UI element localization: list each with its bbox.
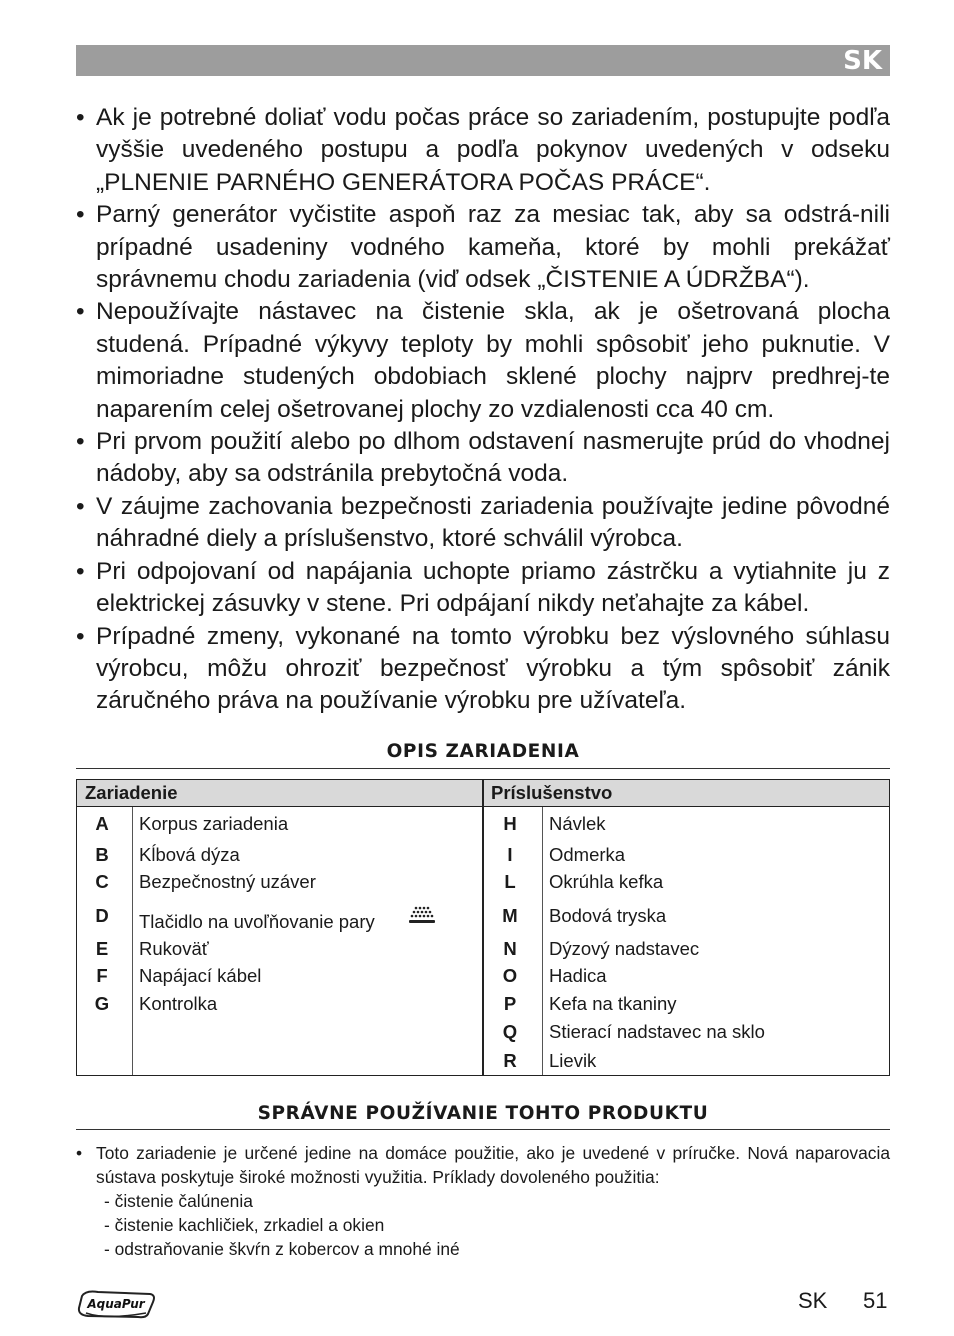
item-name: Okrúhla kefka xyxy=(549,871,664,892)
section-divider xyxy=(76,1129,890,1130)
item-letter: N xyxy=(503,938,517,959)
item-name: Kefa na tkaniny xyxy=(549,993,677,1014)
item-letter: M xyxy=(502,905,518,926)
item-name: Tlačidlo na uvoľňovanie pary xyxy=(139,911,375,932)
item-letter: H xyxy=(503,813,517,834)
item-letter: A xyxy=(95,813,109,834)
language-code: SK xyxy=(843,46,882,76)
column-divider xyxy=(482,780,484,1075)
safety-bullet: • Parný generátor vyčistite aspoň raz za mesiac tak, aby sa odstrá-nili prípadné usadeniny vodného kameňa, ktoré by mohli prekážať správnemu chodu zariadenia (viď odsek „ČISTENIE A ÚDRŽBA“). xyxy=(76,199,890,296)
safety-bullet: • Pri prvom použití alebo po dlhom odstavení nasmerujte prúd do vhodnej nádoby, aby sa odstránila prebytočná voda. xyxy=(76,426,890,491)
item-letter: F xyxy=(96,965,108,986)
item-letter: B xyxy=(95,844,109,865)
item-name: Kĺbová dýza xyxy=(139,844,240,865)
item-letter: P xyxy=(503,993,517,1014)
safety-bullet: • Ak je potrebné doliať vodu počas práce so zariadením, postupujte podľa vyššie uvedeného postupu a podľa pokynov uvedených v odseku „PLNENIE PARNÉHO GENERÁTORA POČAS PRÁCE“. xyxy=(76,102,890,199)
usage-example: - čistenie kachličiek, zrkadiel a okien xyxy=(104,1215,385,1235)
item-name: Odmerka xyxy=(549,844,626,865)
item-name: Bodová tryska xyxy=(549,905,667,926)
item-letter: G xyxy=(94,993,110,1014)
letter-column-divider xyxy=(542,807,543,1075)
item-name: Rukoväť xyxy=(139,938,209,959)
page-number: 51 xyxy=(863,1288,888,1313)
item-name: Hadica xyxy=(549,965,607,986)
safety-bullet: • Pri odpojovaní od napájania uchopte priamo zástrčku a vytiahnite ju z elektrickej zásuvky v stene. Pri odpájaní nikdy neťahajte za kábel. xyxy=(76,556,890,621)
item-name: Dýzový nadstavec xyxy=(549,938,700,959)
item-name: Napájací kábel xyxy=(139,965,262,986)
footer-language: SK xyxy=(798,1288,828,1313)
item-name: Bezpečnostný uzáver xyxy=(139,871,316,892)
usage-title: SPRÁVNE POUŽÍVANIE TOHTO PRODUKTU xyxy=(257,1103,709,1124)
usage-example: - čistenie čalúnenia xyxy=(104,1191,253,1211)
item-letter: R xyxy=(503,1050,517,1071)
safety-instructions-list xyxy=(76,102,890,718)
parts-table xyxy=(76,779,890,1076)
section-divider xyxy=(76,768,890,769)
accessories-column-header: Príslušenstvo xyxy=(491,782,613,803)
item-name: Lievik xyxy=(549,1050,597,1071)
item-name: Návlek xyxy=(549,813,606,834)
item-letter: E xyxy=(95,938,109,959)
description-title: OPIS ZARIADENIA xyxy=(386,741,580,762)
steam-icon xyxy=(407,905,437,925)
item-name: Korpus zariadenia xyxy=(139,813,289,834)
item-letter: L xyxy=(504,871,516,892)
item-letter: C xyxy=(95,871,109,892)
item-name: Stierací nadstavec na sklo xyxy=(549,1021,765,1042)
language-header-bar xyxy=(76,45,890,76)
svg-text:AquaPur: AquaPur xyxy=(87,1297,145,1311)
letter-column-divider xyxy=(132,807,133,1075)
safety-bullet: • Nepoužívajte nástavec na čistenie skla, ak je ošetrovaná plocha studená. Prípadné výkyvy teploty by mohli spôsobiť jeho puknutie. V mimoriadne studených obdobiach sklené plochy najprv predhrej-te naparením celej ošetrovanej plochy zo vzdialenosti cca 40 cm. xyxy=(76,296,890,426)
item-letter: Q xyxy=(502,1021,518,1042)
usage-example: - odstraňovanie škvŕn z kobercov a mnohé iné xyxy=(104,1239,460,1259)
device-column-header: Zariadenie xyxy=(85,782,178,803)
item-letter: D xyxy=(95,905,109,926)
usage-bullet: • Toto zariadenie je určené jedine na domáce použitie, ako je uvedené v príručke. Nová naparovacia sústava poskytuje široké možnosti využitia. Príklady dovoleného použitia: xyxy=(76,1141,890,1189)
item-name: Kontrolka xyxy=(139,993,218,1014)
item-letter: I xyxy=(507,844,513,865)
safety-bullet: • V záujme zachovania bezpečnosti zariadenia používajte jedine pôvodné náhradné diely a príslušenstvo, ktoré schválil výrobca. xyxy=(76,491,890,556)
aquapur-logo xyxy=(76,1286,156,1322)
item-letter: O xyxy=(502,965,518,986)
usage-section xyxy=(76,1141,890,1261)
safety-bullet: • Prípadné zmeny, vykonané na tomto výrobku bez výslovného súhlasu výrobcu, môžu ohroziť bezpečnosť výrobku a tým spôsobiť zánik záručného práva na používanie výrobku pre užívateľa. xyxy=(76,621,890,718)
